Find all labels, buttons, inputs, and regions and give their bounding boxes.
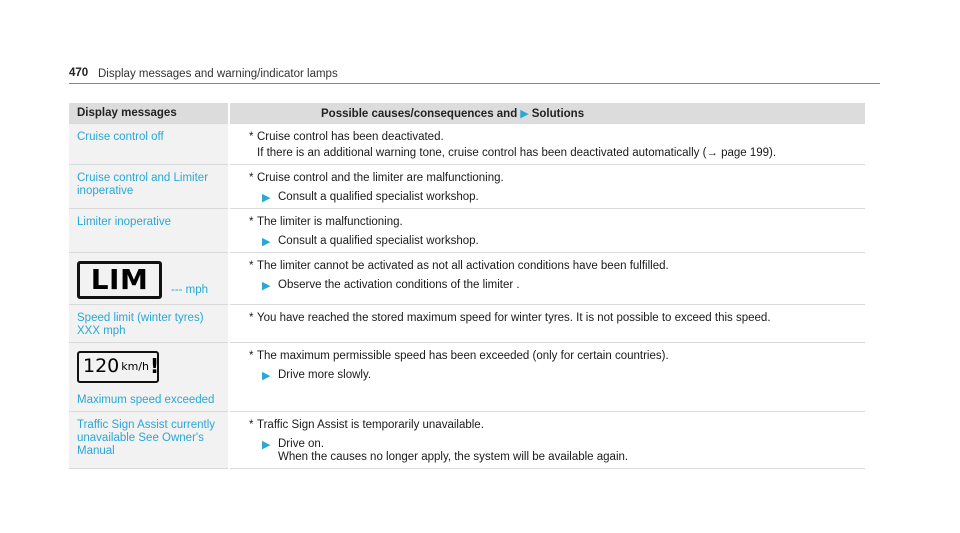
bullet-icon: * <box>249 418 254 431</box>
step-note-text: When the causes no longer apply, the system will be available again. <box>278 450 629 463</box>
bullet-icon: * <box>249 311 254 324</box>
table-row <box>69 304 865 342</box>
play-arrow-icon: ▶ <box>262 235 271 248</box>
table-row <box>69 342 865 411</box>
message-speed-limit-value: XXX mph <box>77 324 126 337</box>
column-header-solutions-label: Solutions <box>531 108 585 120</box>
cause-text: Traffic Sign Assist is temporarily unavailable. <box>257 418 484 431</box>
limiter-symbol: LIM <box>77 261 162 299</box>
table-row <box>69 123 865 164</box>
speed-value: 120 <box>83 355 120 377</box>
cause-text: Cruise control and the limiter are malfunctioning. <box>257 171 504 184</box>
table-row <box>69 411 865 468</box>
play-arrow-icon: ▶ <box>262 191 271 204</box>
display-messages-table <box>69 103 865 469</box>
speed-warning-symbol <box>77 351 159 383</box>
cause-text: The maximum permissible speed has been exceeded (only for certain countries). <box>257 349 669 362</box>
cause-text: The limiter is malfunctioning. <box>257 215 403 228</box>
message-cruise-limiter-inoperative: Cruise control and Limiter inoperative <box>77 171 209 197</box>
bullet-icon: * <box>249 215 254 228</box>
step-text: Observe the activation conditions of the limiter . <box>278 278 520 291</box>
cause-text: The limiter cannot be activated as not all activation conditions have been fulfilled. <box>257 259 669 272</box>
step-text: Drive on. <box>278 437 325 450</box>
play-arrow-icon: ▶ <box>262 369 271 382</box>
message-traffic-sign-assist: Traffic Sign Assist currently unavailable See Owner's Manual <box>77 418 216 457</box>
cause-text: Cruise control has been deactivated. <box>257 130 444 143</box>
table-row <box>69 252 865 304</box>
play-arrow-icon: ▶ <box>262 438 271 451</box>
bullet-icon: * <box>249 171 254 184</box>
table-header-row <box>69 103 865 123</box>
page-title: Display messages and warning/indicator lamps <box>98 68 338 80</box>
page-number: 470 <box>69 67 89 79</box>
bullet-icon: * <box>249 130 254 143</box>
column-header-causes <box>229 103 865 123</box>
message-maximum-speed-exceeded: Maximum speed exceeded <box>77 393 215 406</box>
table-row <box>69 164 865 208</box>
speed-unit: km/h <box>121 360 150 373</box>
limiter-display <box>77 261 220 299</box>
column-header-display-messages: Display messages <box>69 103 229 123</box>
step-text: Drive more slowly. <box>278 368 372 381</box>
play-arrow-icon: ▶ <box>262 279 271 292</box>
column-header-causes-label: Possible causes/consequences and <box>321 108 518 120</box>
message-cruise-control-off: Cruise control off <box>77 130 164 143</box>
step-text: Consult a qualified specialist workshop. <box>278 190 479 203</box>
arrow-right-icon: ▶ <box>520 108 529 120</box>
message-speed-limit-winter: Speed limit (winter tyres) <box>77 311 204 324</box>
step-text: Consult a qualified specialist workshop. <box>278 234 479 247</box>
warning-exclamation-icon: ! <box>150 354 160 378</box>
limiter-speed-label: --- mph <box>171 283 209 296</box>
cause-text: You have reached the stored maximum speed for winter tyres. It is not possible to exceed this speed. <box>257 311 771 324</box>
bullet-icon: * <box>249 259 254 272</box>
page-header <box>69 60 880 84</box>
table-row <box>69 208 865 252</box>
note-text: If there is an additional warning tone, cruise control has been deactivated automatically (→ page 199). <box>257 146 777 159</box>
message-limiter-inoperative: Limiter inoperative <box>77 215 171 228</box>
bullet-icon: * <box>249 349 254 362</box>
